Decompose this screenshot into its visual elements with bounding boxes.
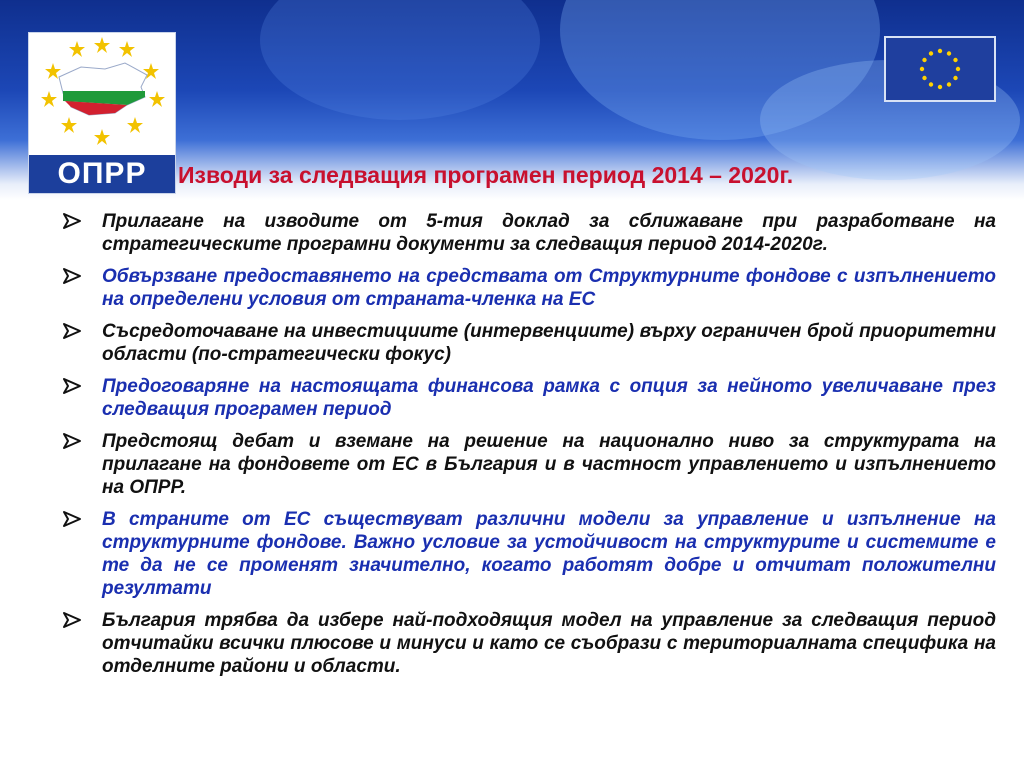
page-title: Изводи за следващия програмен период 2014 – 2020г. bbox=[178, 162, 794, 188]
banner-decor-shape bbox=[260, 0, 540, 120]
bullet-text: Съсредоточаване на инвестициите (интервенциите) върху ограничен брой приоритетни области (по-стратегически фокус) bbox=[102, 321, 996, 365]
bullet-item bbox=[62, 609, 996, 678]
arrow-bullet-icon bbox=[62, 510, 82, 528]
arrow-bullet-icon bbox=[62, 322, 82, 340]
bullet-text: Обвързване предоставянето на средствата от Структурните фондове с изпълнението на определени условия от страната-членка на ЕС bbox=[102, 266, 996, 310]
arrow-bullet-icon bbox=[62, 212, 82, 230]
arrow-bullet-icon bbox=[62, 432, 82, 450]
arrow-bullet-icon bbox=[62, 377, 82, 395]
eu-flag-icon bbox=[884, 36, 996, 102]
bullet-text: Предоговаряне на настоящата финансова рамка с опция за нейното увеличаване през следващия програмен период bbox=[102, 376, 996, 420]
bullet-item bbox=[62, 320, 996, 366]
bullet-item bbox=[62, 508, 996, 600]
bullet-item bbox=[62, 430, 996, 499]
arrow-bullet-icon bbox=[62, 611, 82, 629]
bullet-text: Предстоящ дебат и вземане на решение на национално ниво за структурата на прилагане на фондовете от ЕС в България и в частност управлението и изпълнението на ОПРР. bbox=[102, 431, 996, 498]
bullet-text: Прилагане на изводите от 5-тия доклад за сближаване при разработване на стратегическите програмни документи за следващия период 2014-2020г. bbox=[102, 211, 996, 255]
bullet-item bbox=[62, 210, 996, 256]
opr-logo bbox=[28, 32, 176, 194]
arrow-bullet-icon bbox=[62, 267, 82, 285]
bullet-text: България трябва да избере най-подходящия модел на управление за следващия период отчитайки всички плюсове и минуси и като се съобрази с териториалната специфика на отделните райони и области. bbox=[102, 610, 996, 677]
bullet-text: В страните от ЕС съществуват различни модели за управление и изпълнение на структурните фондове. Важно условие за устойчивост на структурите и системите е те да не се променят значително, когато работят добре и отчитат положителни резултати bbox=[102, 509, 996, 599]
bullet-list bbox=[62, 210, 996, 687]
bullet-item bbox=[62, 375, 996, 421]
logo-text: ОПРР bbox=[29, 155, 175, 193]
bullet-item bbox=[62, 265, 996, 311]
bulgaria-map-stars-icon bbox=[29, 33, 175, 153]
